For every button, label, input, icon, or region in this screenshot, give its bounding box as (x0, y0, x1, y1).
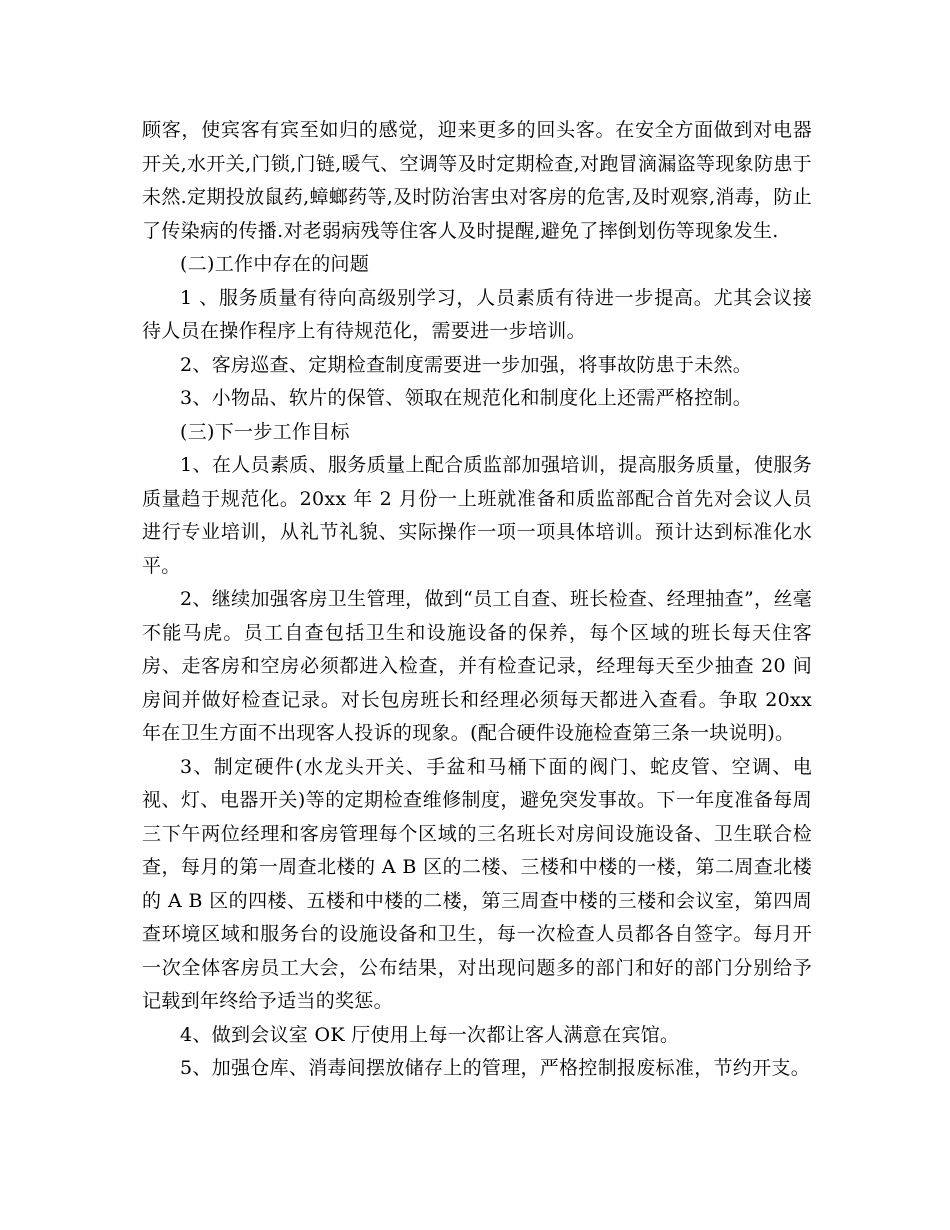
problem-item-3: 3、小物品、软片的保管、领取在规范化和制度化上还需严格控制。 (180, 387, 753, 409)
problem-item-1: 1 、服务质量有待向高级别学习，人员素质有待进一步提高。尤其会议接待人员在操作程序上有待规范化，需要进一步培训。 (142, 286, 812, 342)
section-heading-goals: (三)下一步工作目标 (180, 420, 350, 443)
problem-item-2: 2、客房巡查、定期检查制度需要进一步加强，将事故防患于未然。 (180, 353, 753, 376)
section-heading-problems: (二)工作中存在的问题 (180, 253, 370, 275)
paragraph-safety-continued: 顾客，使宾客有宾至如归的感觉，迎来更多的回头客。在安全方面做到对电器开关,水开关,门锁,门链,暖气、空调等及时定期检查,对跑冒滴漏盗等现象防患于未然.定期投放鼠药,蟑螂药等,及时防治害虫对客房的危害,及时观察,消毒，防止了传染病的传播.对老弱病残等住客人及时提醒,避免了摔倒划伤等现象发生. (142, 119, 812, 242)
goal-item-4: 4、做到会议室 OK 厅使用上每一次都让客人满意在宾馆。 (180, 1023, 680, 1046)
goal-item-2: 2、继续加强客房卫生管理，做到“员工自查、班长检查、经理抽查”，丝毫不能马虎。员工自查包括卫生和设施设备的保养，每个区域的班长每天住客房、走客房和空房必须都进入检查，并有检查记录，经理每天至少抽查 20 间房间并做好检查记录。对长包房班长和经理必须每天都进入查看。争取 20xx 年在卫生方面不出现客人投诉的现象。(配合硬件设施检查第三条一块说明)。 (142, 588, 812, 744)
goal-item-3: 3、制定硬件(水龙头开关、手盆和马桶下面的阀门、蛇皮管、空调、电视、灯、电器开关)等的定期检查维修制度，避免突发事故。下一年度准备每周三下午两位经理和客房管理每个区域的三名班长对房间设施设备、卫生联合检查，每月的第一周查北楼的 A B 区的二楼、三楼和中楼的一楼，第二周查北楼的 A B 区的四楼、五楼和中楼的二楼，第三周查中楼的三楼和会议室，第四周查环境区域和服务台的设施设备和卫生，每一次检查人员都各自签字。每月开一次全体客房员工大会，公布结果，对出现问题多的部门和好的部门分别给予记载到年终给予适当的奖惩。 (142, 755, 812, 1012)
goal-item-1: 1、在人员素质、服务质量上配合质监部加强培训，提高服务质量，使服务质量趋于规范化。20xx 年 2 月份一上班就准备和质监部配合首先对会议人员进行专业培训，从礼节礼貌、实际操作一项一项具体培训。预计达到标准化水平。 (142, 454, 812, 577)
document-body (142, 114, 812, 1086)
goal-item-5: 5、加强仓库、消毒间摆放储存上的管理，严格控制报废标准，节约开支。 (180, 1057, 810, 1079)
